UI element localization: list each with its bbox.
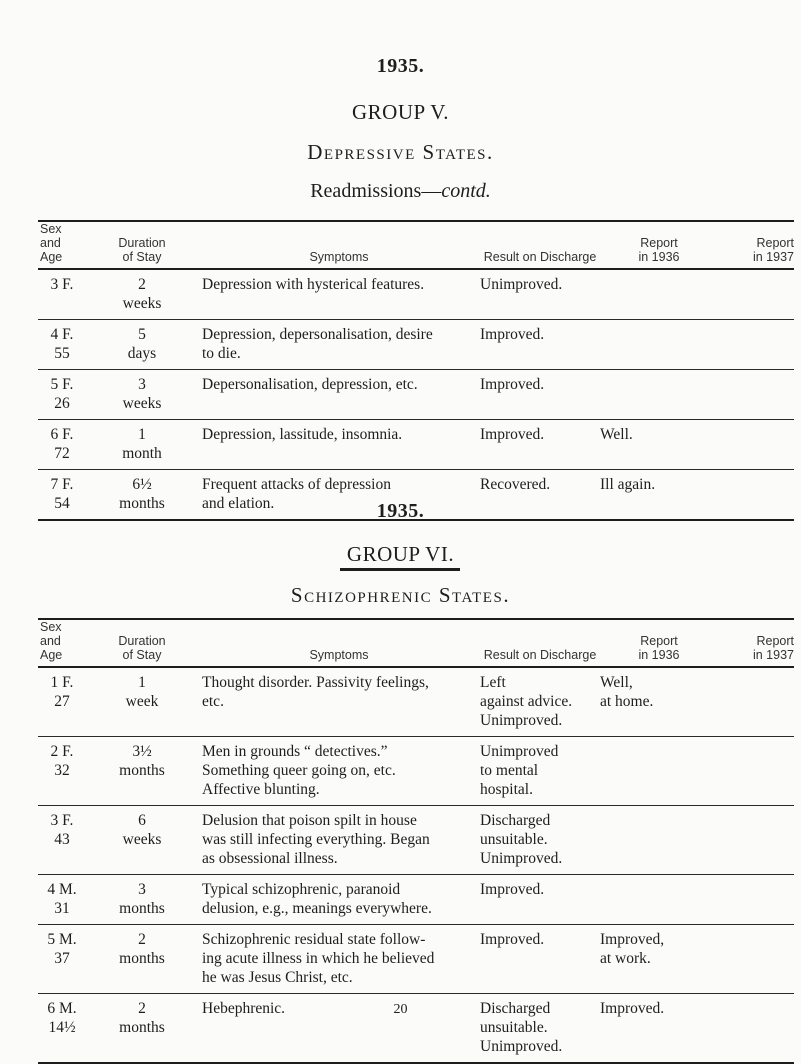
header-report-1936: Report in 1936 (600, 221, 718, 269)
group5-table (38, 220, 794, 521)
table-row (38, 420, 794, 470)
header-symptoms: Symptoms (198, 619, 480, 667)
header-duration: Duration of Stay (86, 221, 198, 269)
cell-result: Discharged unsuitable. Unimproved. (480, 994, 600, 1064)
cell-sex-age: 3 F. (38, 269, 86, 320)
cell-sex-age: 7 F. 54 (38, 470, 86, 521)
group5-states-heading: Depressive States. (307, 140, 494, 164)
header-result: Result on Discharge (480, 221, 600, 269)
cell-result: Left against advice. Unimproved. (480, 667, 600, 737)
cell-sex-age: 4 F. 55 (38, 320, 86, 370)
group5-title: GROUP V. (352, 100, 449, 124)
cell-report-1937 (718, 420, 794, 470)
cell-symptoms: Schizophrenic residual state follow- ing acute illness in which he believed he was Jesus Christ, etc. (198, 925, 480, 994)
group6-states-heading: Schizophrenic States. (290, 583, 511, 607)
header-report-1937: Report in 1937 (718, 221, 794, 269)
cell-report-1937 (718, 370, 794, 420)
cell-report-1936: Ill again. (600, 470, 718, 521)
cell-sex-age: 5 F. 26 (38, 370, 86, 420)
cell-symptoms: Depression, depersonalisation, desire to die. (198, 320, 480, 370)
table-header-row (38, 221, 794, 269)
cell-duration: 3½ months (86, 737, 198, 806)
cell-symptoms: Delusion that poison spilt in house was still infecting everything. Began as obsessional illness. (198, 806, 480, 875)
cell-result: Improved. (480, 420, 600, 470)
page-number: 20 (393, 1002, 408, 1017)
cell-duration: 6½ months (86, 470, 198, 521)
header-symptoms: Symptoms (198, 221, 480, 269)
cell-symptoms: Men in grounds “ detectives.” Something queer going on, etc. Affective blunting. (198, 737, 480, 806)
group5-subtitle-main: Readmissions— (310, 180, 442, 202)
table-row (38, 925, 794, 994)
cell-sex-age: 5 M. 37 (38, 925, 86, 994)
table-row (38, 269, 794, 320)
cell-result: Unimproved to mental hospital. (480, 737, 600, 806)
cell-report-1937 (718, 737, 794, 806)
cell-sex-age: 6 M. 14½ (38, 994, 86, 1064)
group6-year: 1935. (376, 500, 425, 522)
table-row (38, 737, 794, 806)
cell-sex-age: 3 F. 43 (38, 806, 86, 875)
cell-result: Discharged unsuitable. Unimproved. (480, 806, 600, 875)
cell-report-1936 (600, 737, 718, 806)
group5-subtitle (0, 180, 801, 203)
header-result: Result on Discharge (480, 619, 600, 667)
header-duration: Duration of Stay (86, 619, 198, 667)
cell-result: Improved. (480, 370, 600, 420)
table-row (38, 370, 794, 420)
cell-duration: 2 weeks (86, 269, 198, 320)
cell-report-1936 (600, 269, 718, 320)
cell-duration: 1 month (86, 420, 198, 470)
table-row (38, 320, 794, 370)
cell-sex-age: 2 F. 32 (38, 737, 86, 806)
cell-report-1936 (600, 320, 718, 370)
table-row (38, 806, 794, 875)
cell-symptoms: Typical schizophrenic, paranoid delusion, e.g., meanings everywhere. (198, 875, 480, 925)
cell-result: Recovered. (480, 470, 600, 521)
cell-sex-age: 4 M. 31 (38, 875, 86, 925)
cell-duration: 6 weeks (86, 806, 198, 875)
cell-duration: 2 months (86, 994, 198, 1064)
cell-sex-age: 6 F. 72 (38, 420, 86, 470)
cell-symptoms: Depersonalisation, depression, etc. (198, 370, 480, 420)
table-row (38, 875, 794, 925)
cell-report-1937 (718, 925, 794, 994)
header-report-1937: Report in 1937 (718, 619, 794, 667)
cell-report-1936: Well, at home. (600, 667, 718, 737)
cell-report-1937 (718, 269, 794, 320)
cell-symptoms: Frequent attacks of depression and elation. (198, 470, 480, 521)
cell-symptoms: Hebephrenic. (198, 994, 480, 1064)
cell-report-1937 (718, 875, 794, 925)
cell-report-1936 (600, 370, 718, 420)
cell-symptoms: Depression, lassitude, insomnia. (198, 420, 480, 470)
cell-report-1936: Improved. (600, 994, 718, 1064)
cell-report-1936: Well. (600, 420, 718, 470)
cell-result: Improved. (480, 875, 600, 925)
group6-title-underline (340, 568, 460, 571)
cell-symptoms: Depression with hysterical features. (198, 269, 480, 320)
cell-report-1937 (718, 320, 794, 370)
group6-title: GROUP VI. (346, 542, 455, 566)
header-report-1936: Report in 1936 (600, 619, 718, 667)
header-sex-age: Sex and Age (38, 619, 86, 667)
cell-duration: 5 days (86, 320, 198, 370)
cell-symptoms: Thought disorder. Passivity feelings, etc. (198, 667, 480, 737)
cell-duration: 2 months (86, 925, 198, 994)
cell-result: Improved. (480, 320, 600, 370)
cell-duration: 3 weeks (86, 370, 198, 420)
header-sex-age: Sex and Age (38, 221, 86, 269)
cell-report-1936: Improved, at work. (600, 925, 718, 994)
table-header-row (38, 619, 794, 667)
cell-sex-age: 1 F. 27 (38, 667, 86, 737)
group5-year: 1935. (376, 55, 425, 77)
cell-report-1937 (718, 667, 794, 737)
cell-duration: 1 week (86, 667, 198, 737)
cell-report-1937 (718, 806, 794, 875)
group6-table (38, 618, 794, 1064)
cell-report-1936 (600, 806, 718, 875)
cell-result: Unimproved. (480, 269, 600, 320)
group5-subtitle-italic: contd. (441, 180, 491, 202)
cell-result: Improved. (480, 925, 600, 994)
table-row (38, 667, 794, 737)
cell-report-1936 (600, 875, 718, 925)
cell-duration: 3 months (86, 875, 198, 925)
